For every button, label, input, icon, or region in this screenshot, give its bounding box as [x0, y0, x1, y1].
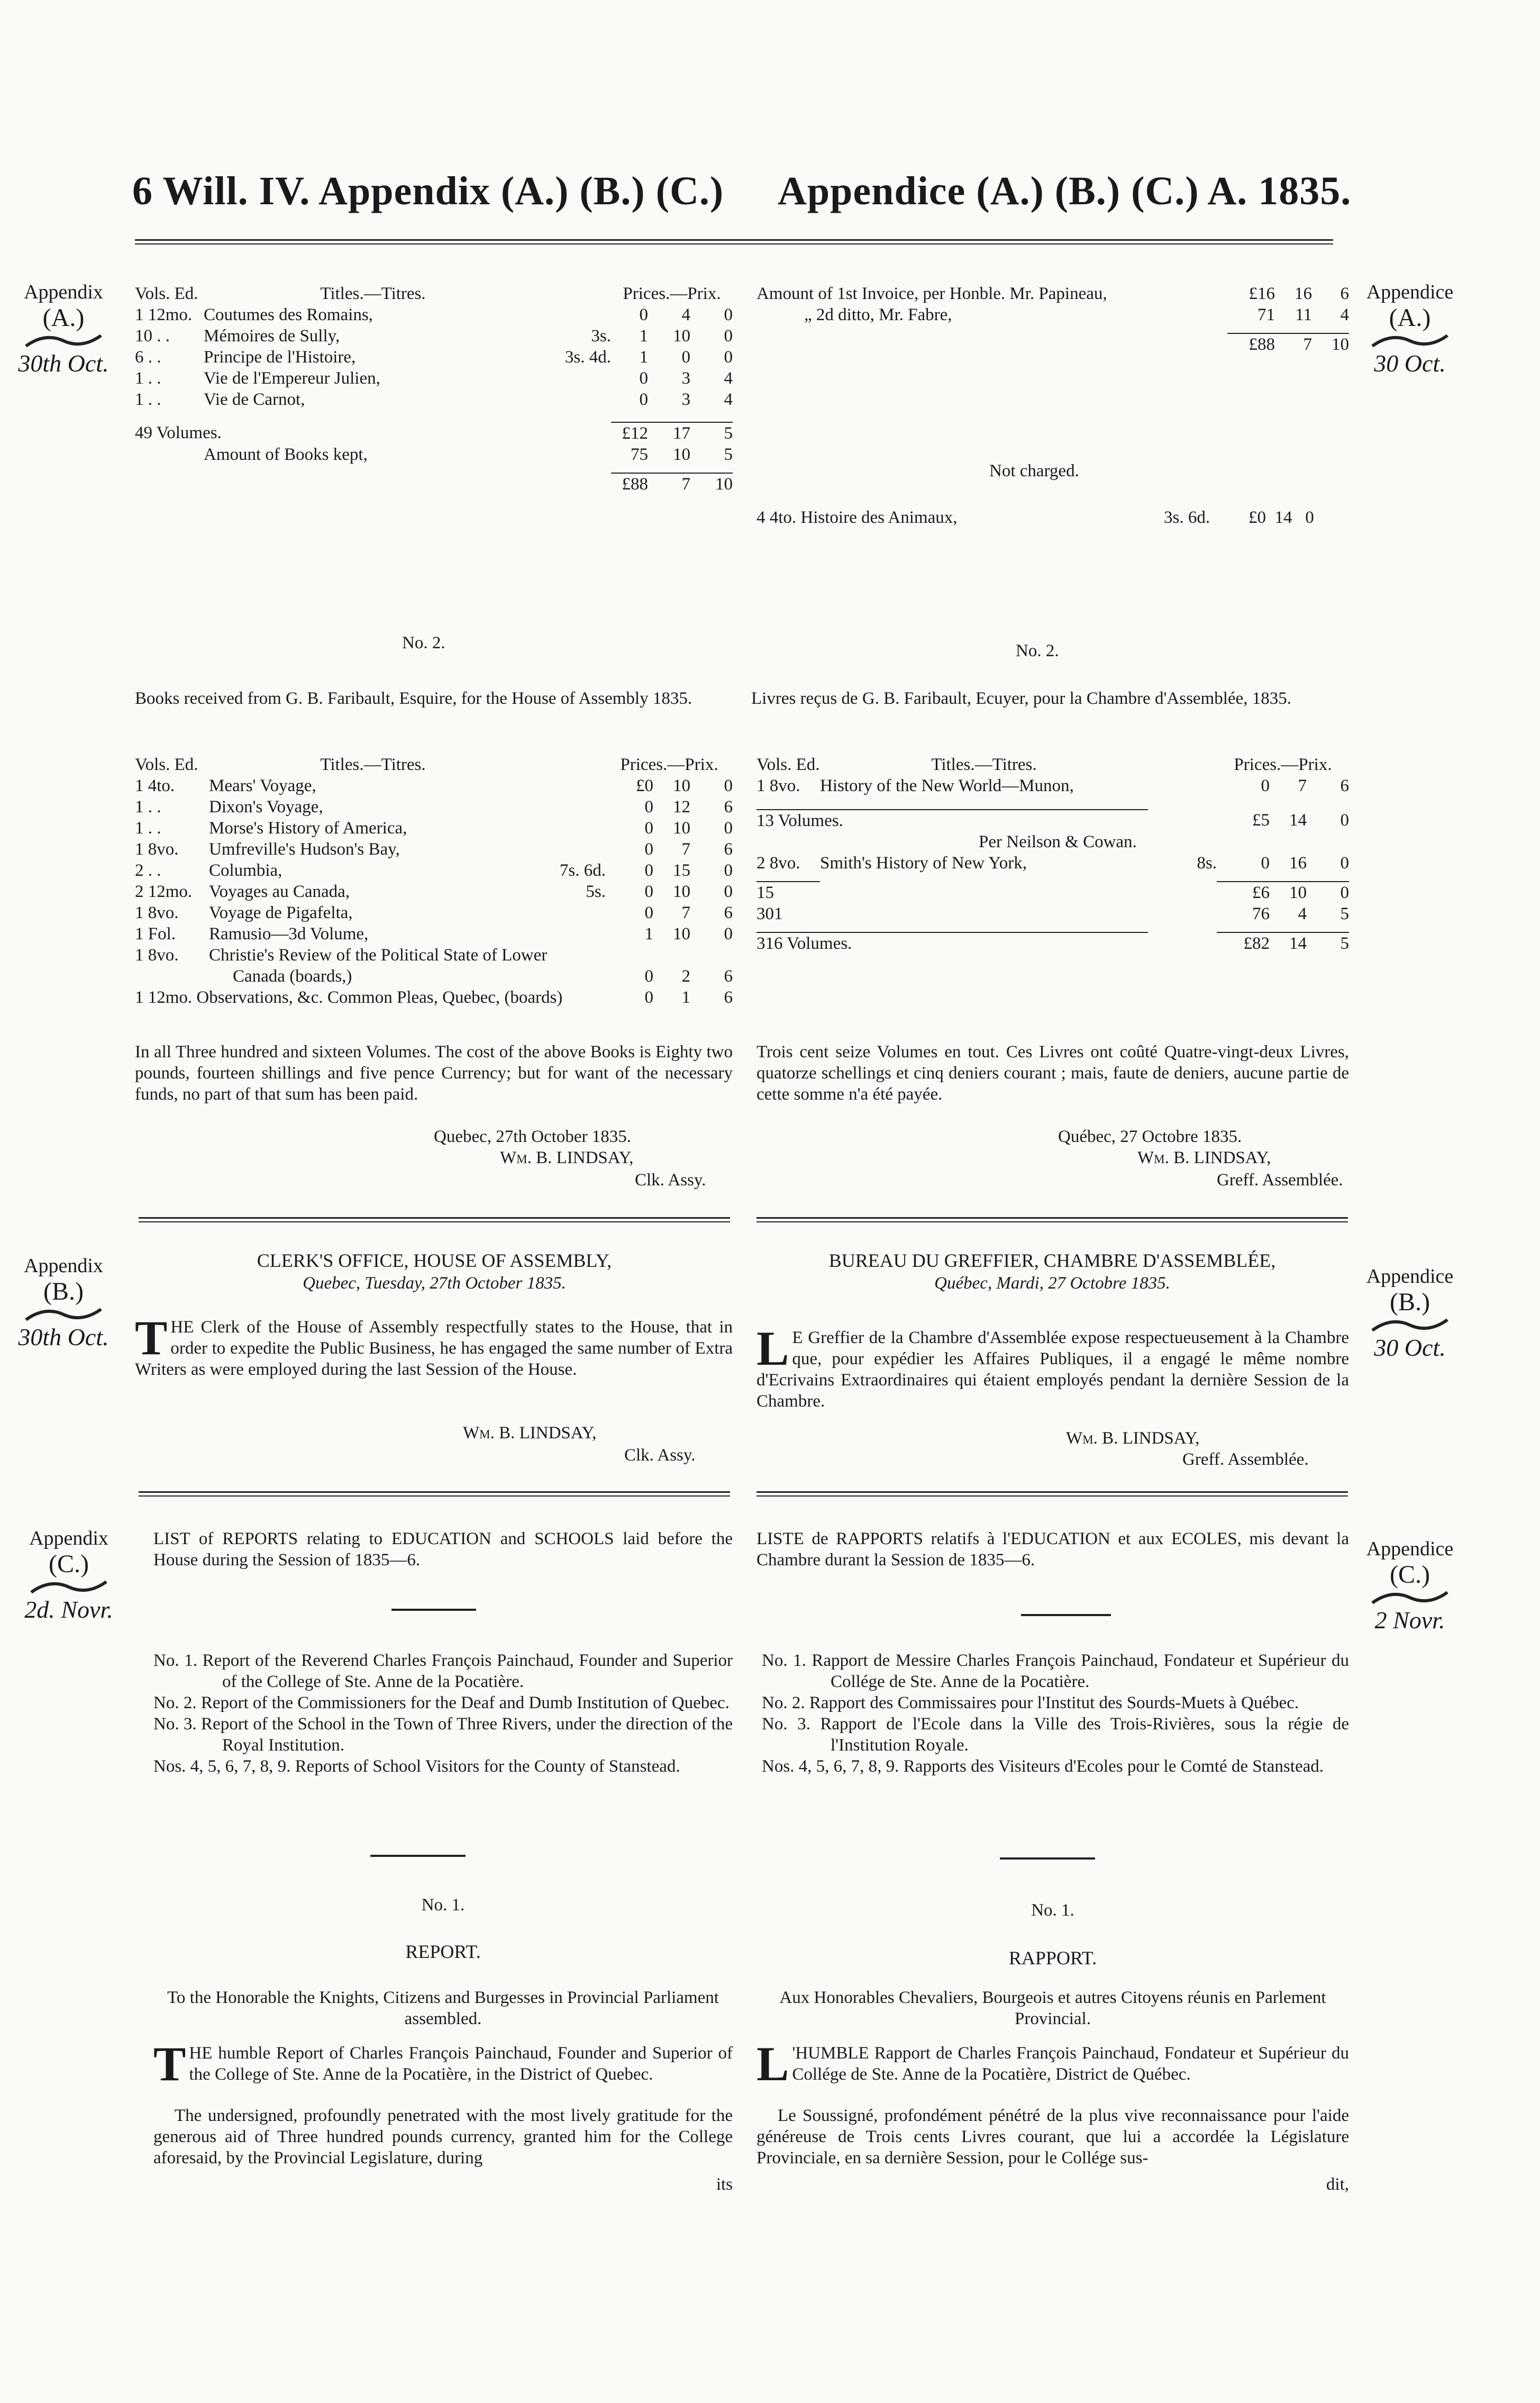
- table-row: 2 12mo. Voyages au Canada, 5s. 0 10 0: [135, 882, 733, 901]
- report-number-right: No. 1.: [1031, 1901, 1074, 1920]
- margin-note-b-right: Appendice (B.) 30 Oct.: [1366, 1265, 1454, 1361]
- list-item: No. 1. Rapport de Messire Charles François Painchaud, Fondateur et Supérieur du Collége de Ste. Anne de la Pocatière.: [762, 1651, 1349, 1691]
- books-kept-table: [135, 283, 733, 495]
- table-row: 6 . . Principe de l'Histoire, 3s. 4d. 1 0 0: [135, 348, 733, 367]
- report-para2-left: The undersigned, profoundly penetrated with the most lively gratitude for the generous aid of Three hundred pounds currency, granted him for the College aforesaid, by the Provincial Legislature, during: [153, 2106, 733, 2168]
- signature-title-left: Clk. Assy.: [635, 1171, 706, 1190]
- flourish-icon: [24, 1306, 103, 1323]
- not-charged-price: 3s. 6d.: [1164, 508, 1210, 527]
- section-rule-right: [757, 1217, 1348, 1222]
- table-row: 1 8vo. Umfreville's Hudson's Bay, 0 7 6: [135, 840, 733, 859]
- table-header-row: Vols. Ed. Titles.—Titres. Prices.—Prix.: [135, 284, 721, 303]
- table-row: 49 Volumes. £12 17 5: [135, 423, 733, 443]
- list-item: Nos. 4, 5, 6, 7, 8, 9. Reports of School Visitors for the County of Stanstead.: [153, 1757, 680, 1776]
- table-row: 316 Volumes. £82 14 5: [757, 932, 1349, 954]
- report-para2-right: Le Soussigné, profondément pénétré de la plus vive reconnaissance pour l'aide généreuse de Trois cents Livres courant, que lui a accordée la Législature Provinciale, en sa dernière Session, pour le Collége sus-: [757, 2106, 1349, 2168]
- signature-place-left: Quebec, 27th October 1835.: [434, 1127, 631, 1146]
- flourish-icon: [1370, 1317, 1450, 1334]
- table-header-row: Vols. Ed. Titles.—Titres. Prices.—Prix.: [757, 755, 1332, 774]
- flourish-icon: [1370, 332, 1450, 349]
- report-address-left: To the Honorable the Knights, Citizens and Burgesses in Provincial Parliament assembled.: [167, 1988, 719, 2028]
- not-charged-label: Not charged.: [989, 461, 1079, 480]
- list-item: Nos. 4, 5, 6, 7, 8, 9. Rapports des Visiteurs d'Ecoles pour le Comté de Stanstead.: [762, 1757, 1324, 1776]
- signature-name-right: Wm. B. LINDSAY,: [1137, 1148, 1271, 1167]
- not-charged-total: £0 14 0: [1249, 508, 1314, 527]
- table-row: 1 8vo. Christie's Review of the Political State of Lower: [135, 946, 548, 965]
- margin-note-a-right: Appendice (A.) 30 Oct.: [1366, 281, 1454, 377]
- list-item: No. 3. Report of the School in the Town of Three Rivers, under the direction of the Royal Institution.: [153, 1715, 733, 1755]
- table-row: 1 12mo. Coutumes des Romains, 0 4 0: [135, 305, 733, 324]
- books-received-title-right: Livres reçus de G. B. Faribault, Ecuyer, pour la Chambre d'Assemblée, 1835.: [751, 689, 1291, 708]
- clerk-office-title-left: CLERK'S OFFICE, HOUSE OF ASSEMBLY,: [257, 1250, 612, 1271]
- section-rule-right: [757, 1491, 1348, 1497]
- report-para1-left: THE humble Report of Charles François Painchaud, Founder and Superior of the College of Ste. Anne de la Pocatière, in the District of Quebec.: [153, 2037, 733, 2091]
- clerk-statement-right: L E Greffier de la Chambre d'Assemblée expose respectueusement à la Chambre que, pour expédier les Affaires Publiques, il a engagé le même nombre d'Ecrivains Extraordinaires qui étaient employés pendant la dernière Session de la Chambre.: [757, 1321, 1349, 1411]
- section-rule-left: [139, 1217, 730, 1222]
- clerk-sig-right: Greff. Assemblée.: [1182, 1450, 1309, 1469]
- table-row: 13 Volumes. £5 14 0: [757, 811, 1349, 830]
- signature-name-left: Wm. B. LINDSAY,: [500, 1148, 634, 1167]
- clerk-office-title-right: BUREAU DU GREFFIER, CHAMBRE D'ASSEMBLÉE,: [828, 1250, 1276, 1271]
- flourish-icon: [24, 332, 103, 349]
- table-row: 1 . . Vie de l'Empereur Julien, 0 3 4: [135, 369, 733, 388]
- signature-place-right: Québec, 27 Octobre 1835.: [1058, 1127, 1242, 1146]
- running-header-left: 6 Will. IV. Appendix (A.) (B.) (C.): [132, 169, 724, 213]
- books-received-title-left: Books received from G. B. Faribault, Esquire, for the House of Assembly 1835.: [135, 689, 692, 708]
- margin-note-b-left: Appendix (B.) 30th Oct.: [18, 1255, 109, 1350]
- table-row: 301 76 4 5: [757, 904, 1349, 923]
- section-rule-left: [139, 1491, 730, 1497]
- reports-list-title-left: LIST of REPORTS relating to EDUCATION and SCHOOLS laid before the House during the Session of 1835—6.: [153, 1529, 733, 1570]
- section-number-right: No. 2.: [1016, 641, 1059, 660]
- table-row: 1 4to. Mears' Voyage, £0 10 0: [135, 776, 733, 795]
- table-row: 1 12mo. Observations, &c. Common Pleas, Quebec, (boards) 0 1 6: [135, 988, 733, 1007]
- table-row: Per Neilson & Cowan.: [979, 832, 1137, 851]
- summary-right: Trois cent seize Volumes en tout. Ces Livres ont coûté Quatre-vingt-deux Livres, quatorze schellings et cinq deniers courant ; mais, faute de deniers, aucune partie de cette somme n'a été payée.: [757, 1042, 1349, 1104]
- section-number-left: No. 2.: [402, 633, 445, 652]
- table-row: „ 2d ditto, Mr. Fabre, 71 11 4: [804, 305, 1349, 324]
- table-row: Amount of Books kept, 75 10 5: [204, 445, 733, 464]
- table-row: 1 . . Vie de Carnot, 0 3 4: [135, 390, 733, 409]
- table-row: 2 8vo. Smith's History of New York, 8s. 0 16 0: [757, 854, 1349, 873]
- clerk-statement-left: THE Clerk of the House of Assembly respectfully states to the House, that in order to expedite the Public Business, he has engaged the same number of Extra Writers as were employed during the last Session of the House.: [135, 1311, 733, 1379]
- list-item: No. 1. Report of the Reverend Charles François Painchaud, Founder and Superior of the College of Ste. Anne de la Pocatière.: [153, 1651, 733, 1691]
- report-para1-right: L 'HUMBLE Rapport de Charles François Painchaud, Fondateur et Supérieur du Collége de Ste. Anne de la Pocatière, District de Québec.: [757, 2037, 1349, 2091]
- table-row: Canada (boards,) 0 2 6: [233, 967, 733, 986]
- flourish-icon: [1370, 1589, 1450, 1606]
- table-row: 1 . . Dixon's Voyage, 0 12 6: [135, 797, 733, 817]
- table-row: 1 Fol. Ramusio—3d Volume, 1 10 0: [135, 924, 733, 944]
- report-number-left: No. 1.: [421, 1896, 465, 1915]
- books-received-table-right: [757, 754, 1349, 954]
- table-row: 15 £6 10 0: [757, 882, 1349, 903]
- invoice-table: [757, 283, 1349, 355]
- table-row: 2 . . Columbia, 7s. 6d. 0 15 0: [135, 861, 733, 880]
- table-row: 1 . . Morse's History of America, 0 10 0: [135, 819, 733, 838]
- catchword-right: dit,: [1326, 2175, 1349, 2194]
- table-row: £88 7 10: [135, 473, 733, 495]
- margin-note-c-right: Appendice (C.) 2 Novr.: [1366, 1538, 1454, 1634]
- margin-note-a-left: Appendix (A.) 30th Oct.: [18, 281, 109, 377]
- reports-list-right: [762, 1650, 1349, 1777]
- report-heading-right: RAPPORT.: [1008, 1947, 1097, 1969]
- ornament-rule: [1021, 1614, 1111, 1616]
- ornament-rule: [391, 1609, 476, 1611]
- header-rule: [135, 239, 1333, 244]
- table-row: 1 8vo. Voyage de Pigafelta, 0 7 6: [135, 903, 733, 922]
- ornament-rule: [1000, 1857, 1095, 1860]
- list-item: No. 3. Rapport de l'Ecole dans la Ville des Trois-Rivières, sous la régie de l'Institution Royale.: [762, 1715, 1350, 1755]
- catchword-left: its: [716, 2175, 733, 2194]
- list-item: No. 2. Rapport des Commissaires pour l'Institut des Sourds-Muets à Québec.: [762, 1693, 1299, 1712]
- clerk-name-right: Wm. B. LINDSAY,: [1066, 1429, 1200, 1448]
- report-heading-left: REPORT.: [405, 1941, 481, 1962]
- list-item: No. 2. Report of the Commissioners for the Deaf and Dumb Institution of Quebec.: [153, 1693, 730, 1712]
- signature-title-right: Greff. Assemblée.: [1217, 1171, 1343, 1190]
- margin-note-c-left: Appendix (C.) 2d. Novr.: [24, 1527, 113, 1623]
- table-row: Amount of 1st Invoice, per Honble. Mr. Papineau, £16 16 6: [757, 284, 1349, 303]
- ornament-rule: [370, 1855, 466, 1857]
- clerk-name-left: Wm. B. LINDSAY,: [463, 1423, 597, 1443]
- table-row: 1 8vo. History of the New World—Munon, 0 7 6: [757, 776, 1349, 795]
- flourish-icon: [29, 1579, 108, 1595]
- reports-list-title-right: LISTE de RAPPORTS relatifs à l'EDUCATION et aux ECOLES, mis devant la Chambre durant la Session de 1835—6.: [757, 1529, 1349, 1570]
- running-header-right: Appendice (A.) (B.) (C.) A. 1835.: [778, 169, 1352, 213]
- report-address-right: Aux Honorables Chevaliers, Bourgeois et autres Citoyens réunis en Parlement Provincial.: [779, 1988, 1326, 2028]
- clerk-office-date-left: Quebec, Tuesday, 27th October 1835.: [303, 1274, 566, 1293]
- table-row: 10 . . Mémoires de Sully, 3s. 1 10 0: [135, 327, 733, 346]
- books-received-table-left: [135, 754, 733, 1008]
- not-charged-item: 4 4to. Histoire des Animaux,: [757, 508, 958, 527]
- clerk-sig-left: Clk. Assy.: [624, 1446, 696, 1465]
- table-row: £88 7 10: [757, 333, 1349, 355]
- reports-list-left: [153, 1650, 733, 1777]
- summary-left: In all Three hundred and sixteen Volumes. The cost of the above Books is Eighty two pounds, fourteen shillings and five pence Currency; but for want of the necessary funds, no part of that sum has been paid.: [135, 1042, 733, 1104]
- table-header-row: Vols. Ed. Titles.—Titres. Prices.—Prix.: [135, 755, 718, 774]
- clerk-office-date-right: Québec, Mardi, 27 Octobre 1835.: [934, 1274, 1170, 1293]
